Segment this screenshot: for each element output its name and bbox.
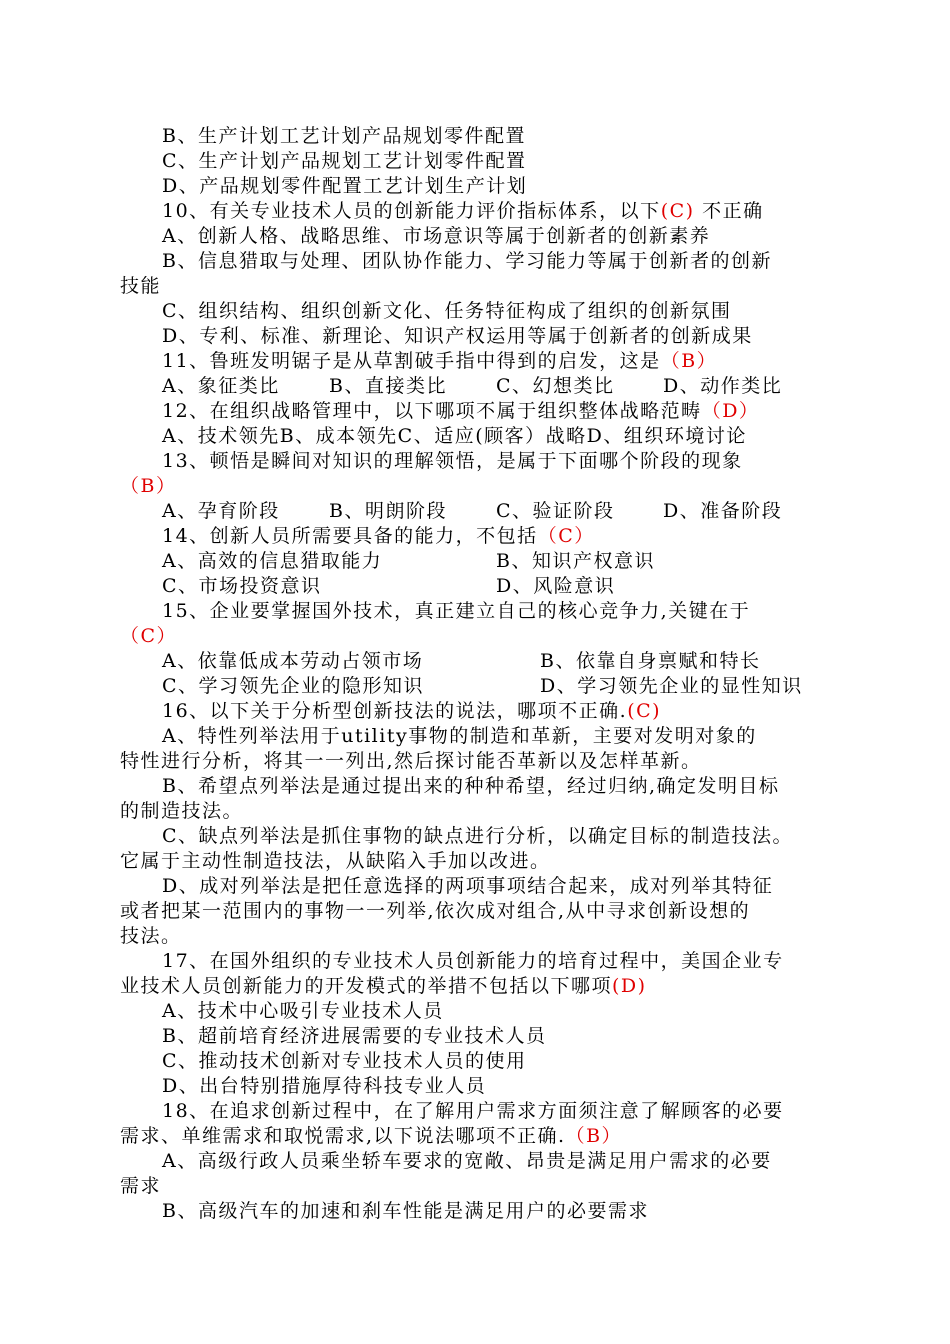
q13-answer: （B） bbox=[120, 475, 177, 497]
q14-text: 14、创新人员所需要具备的能力，不包括 bbox=[162, 525, 538, 547]
q11-answer: （B） bbox=[660, 350, 718, 372]
q16-stem bbox=[162, 699, 835, 724]
q10-option-d: D、专利、标准、新理论、知识产权运用等属于创新者的创新成果 bbox=[162, 325, 753, 347]
q17-stem: 17、在国外组织的专业技术人员创新能力的培育过程中，美国企业专 bbox=[162, 950, 784, 972]
q18-text: 需求、单维需求和取悦需求,以下说法哪项不正确. bbox=[120, 1125, 566, 1147]
q18-option-a: A、高级行政人员乘坐轿车要求的宽敞、昂贵是满足用户需求的必要 bbox=[162, 1150, 772, 1172]
q10-text: 10、有关专业技术人员的创新能力评价指标体系，以下 bbox=[162, 200, 661, 222]
q14-stem bbox=[162, 524, 835, 549]
q9-option-d: D、产品规划零件配置工艺计划生产计划 bbox=[162, 175, 528, 197]
q10-stem bbox=[162, 199, 835, 224]
q14-option-b: B、知识产权意识 bbox=[496, 550, 655, 572]
q11-text: 11、鲁班发明锯子是从草割破手指中得到的启发，这是 bbox=[162, 350, 661, 372]
q11-option-b: B、直接类比 bbox=[329, 375, 447, 397]
q13-stem: 13、顿悟是瞬间对知识的理解领悟，是属于下面哪个阶段的现象 bbox=[162, 450, 743, 472]
q15-option-b: B、依靠自身禀赋和特长 bbox=[540, 650, 761, 672]
q13-option-a: A、孕育阶段 bbox=[162, 500, 280, 522]
q10-answer: (C) bbox=[660, 200, 695, 222]
q14-option-c: C、市场投资意识 bbox=[162, 575, 322, 597]
q16-option-d: D、成对列举法是把任意选择的两项事项结合起来，成对列举其特征 bbox=[162, 875, 774, 897]
q11-option-a: A、象征类比 bbox=[162, 375, 280, 397]
q15-option-d: D、学习领先企业的显性知识 bbox=[540, 675, 803, 697]
q15-stem: 15、企业要掌握国外技术，真正建立自己的核心竞争力,关键在于 bbox=[162, 600, 751, 622]
q13-option-b: B、明朗阶段 bbox=[329, 500, 447, 522]
q10-option-b: B、信息猎取与处理、团队协作能力、学习能力等属于创新者的创新 bbox=[162, 250, 772, 272]
q15-answer: （C） bbox=[120, 625, 178, 647]
q14-option-a: A、高效的信息猎取能力 bbox=[162, 550, 383, 572]
q16-option-b-cont: 的制造技法。 bbox=[120, 800, 244, 822]
q16-option-c: C、缺点列举法是抓住事物的缺点进行分析，以确定目标的制造技法。 bbox=[162, 825, 794, 847]
q11-option-c: C、幻想类比 bbox=[496, 375, 615, 397]
q9-option-b: B、生产计划工艺计划产品规划零件配置 bbox=[162, 125, 526, 147]
q18-option-a-cont: 需求 bbox=[120, 1175, 162, 1197]
q16-option-b: B、希望点列举法是通过提出来的种种希望，经过归纳,确定发明目标 bbox=[162, 775, 780, 797]
q13-option-d: D、准备阶段 bbox=[663, 500, 783, 522]
q16-option-d-cont2: 技法。 bbox=[120, 925, 182, 947]
q9-option-c: C、生产计划产品规划工艺计划零件配置 bbox=[162, 150, 527, 172]
q16-answer: (C) bbox=[627, 700, 662, 722]
q17-answer: (D) bbox=[612, 975, 647, 997]
q12-answer: （D） bbox=[701, 400, 760, 422]
q10-text-end: 不正确 bbox=[694, 200, 764, 222]
q12-text: 12、在组织战略管理中，以下哪项不属于组织整体战略范畴 bbox=[162, 400, 702, 422]
q10-option-b-cont: 技能 bbox=[120, 275, 162, 297]
q16-option-c-cont: 它属于主动性制造技法，从缺陷入手加以改进。 bbox=[120, 850, 551, 872]
q12-options: A、技术领先B、成本领先C、适应(顾客）战略D、组织环境讨论 bbox=[162, 425, 747, 447]
q11-stem bbox=[162, 349, 835, 374]
q17-option-d: D、出台特别措施厚待科技专业人员 bbox=[162, 1075, 487, 1097]
q16-text: 16、以下关于分析型创新技法的说法，哪项不正确. bbox=[162, 700, 628, 722]
q11-option-d: D、动作类比 bbox=[663, 375, 783, 397]
q16-option-d-cont: 或者把某一范围内的事物一一列举,依次成对组合,从中寻求创新设想的 bbox=[120, 900, 751, 922]
q17-option-b: B、超前培育经济进展需要的专业技术人员 bbox=[162, 1025, 547, 1047]
q18-stem-cont bbox=[120, 1124, 835, 1149]
q10-option-c: C、组织结构、组织创新文化、任务特征构成了组织的创新氛围 bbox=[162, 300, 732, 322]
q16-option-a: A、特性列举法用于utility事物的制造和革新，主要对发明对象的 bbox=[162, 725, 757, 747]
q17-option-a: A、技术中心吸引专业技术人员 bbox=[162, 1000, 444, 1022]
q15-option-c: C、学习领先企业的隐形知识 bbox=[162, 675, 425, 697]
q18-answer: （B） bbox=[565, 1125, 623, 1147]
q18-stem: 18、在追求创新过程中，在了解用户需求方面须注意了解顾客的必要 bbox=[162, 1100, 784, 1122]
q10-option-a: A、创新人格、战略思维、市场意识等属于创新者的创新素养 bbox=[162, 225, 711, 247]
q17-stem-cont bbox=[120, 974, 835, 999]
q17-text: 业技术人员创新能力的开发模式的举措不包括以下哪项 bbox=[120, 975, 613, 997]
q14-option-d: D、风险意识 bbox=[496, 575, 616, 597]
q13-option-c: C、验证阶段 bbox=[496, 500, 615, 522]
q16-option-a-cont: 特性进行分析，将其一一列出,然后探讨能否革新以及怎样革新。 bbox=[120, 750, 702, 772]
q15-option-a: A、依靠低成本劳动占领市场 bbox=[162, 650, 424, 672]
q17-option-c: C、推动技术创新对专业技术人员的使用 bbox=[162, 1050, 527, 1072]
q14-answer: （C） bbox=[537, 525, 595, 547]
q12-stem bbox=[162, 399, 835, 424]
q18-option-b: B、高级汽车的加速和刹车性能是满足用户的必要需求 bbox=[162, 1200, 649, 1222]
